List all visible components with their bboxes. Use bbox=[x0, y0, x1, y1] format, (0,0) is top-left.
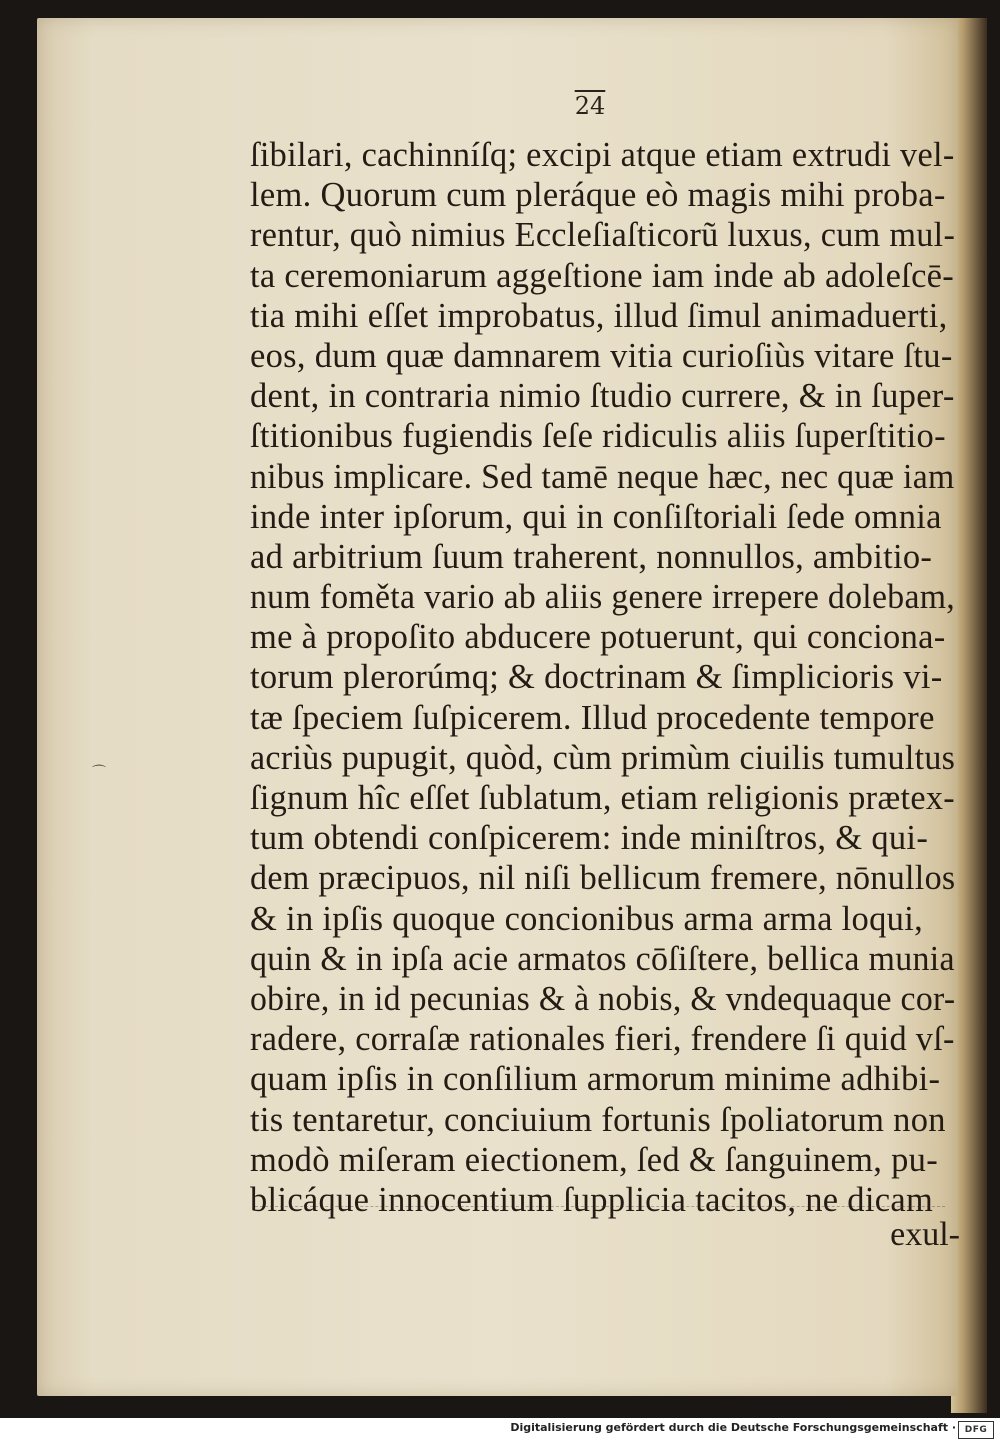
text-line: dent, in contraria nimio ſtudio currere, & in ſuper- bbox=[250, 377, 955, 416]
text-line: eos, dum quæ damnarem vitia curioſiùs vitare ſtu- bbox=[250, 336, 953, 375]
text-line: ta ceremoniarum aggeſtione iam inde ab adoleſcē- bbox=[250, 256, 955, 295]
dfg-logo-icon bbox=[958, 1421, 994, 1439]
text-line: quin & in ipſa acie armatos cōſiſtere, bellica munia bbox=[250, 939, 955, 978]
text-line: inde inter ipſorum, qui in conſiſtoriali ſede omnia bbox=[250, 497, 942, 536]
text-line: tis tentaretur, conciuium fortunis ſpoliatorum non bbox=[250, 1100, 946, 1139]
text-line: tum obtendi conſpicerem: inde miniſtros, & qui- bbox=[250, 819, 929, 858]
catchword: exul- bbox=[890, 1216, 960, 1253]
text-line: tia mihi eſſet improbatus, illud ſimul animaduerti, bbox=[250, 296, 948, 335]
bottom-rule bbox=[255, 1206, 945, 1207]
text-line: ſignum hîc eſſet ſublatum, etiam religionis prætex- bbox=[250, 779, 955, 817]
text-line: torum plerorúmq; & doctrinam & ſimplicioris vi- bbox=[250, 658, 943, 697]
text-line: lem. Quorum cum pleráque eò magis mihi proba- bbox=[250, 176, 946, 215]
text-block bbox=[250, 135, 960, 1220]
dfg-logo-text: DFG bbox=[964, 1425, 988, 1435]
text-line: quam ipſis in conſilium armorum minime adhibi- bbox=[250, 1060, 941, 1099]
text-line: ad arbitrium ſuum traherent, nonnullos, ambitio- bbox=[250, 537, 933, 576]
margin-mark: ⌒ bbox=[92, 765, 106, 781]
text-line: num foměta vario ab aliis genere irrepere dolebam, bbox=[250, 578, 956, 617]
text-line: ſibilari, cachinníſq; excipi atque etiam extrudi vel- bbox=[250, 136, 955, 174]
text-line: tæ ſpeciem ſuſpicerem. Illud procedente tempore bbox=[250, 698, 935, 737]
text-line: acriùs pupugit, quòd, cùm primùm ciuilis tumultus bbox=[250, 738, 956, 777]
text-line: dem præcipuos, nil niſi bellicum fremere, nōnullos bbox=[250, 859, 956, 898]
text-line: radere, corraſæ rationales fieri, frendere ſi quid vſ- bbox=[250, 1020, 955, 1059]
text-line: modò miſeram eiectionem, ſed & ſanguinem, pu- bbox=[250, 1140, 938, 1179]
text-line: nibus implicare. Sed tamē neque hæc, nec quæ iam bbox=[250, 457, 955, 496]
text-line: obire, in id pecunias & à nobis, & vndequaque cor- bbox=[250, 979, 956, 1018]
text-line: me à propoſito abducere potuerunt, qui conciona- bbox=[250, 618, 946, 657]
page-number: 24 bbox=[574, 92, 606, 120]
text-line: ſtitionibus fugiendis ſeſe ridiculis aliis ſuperſtitio- bbox=[250, 417, 946, 456]
footer-credit: Digitalisierung gefördert durch die Deutsche Forschungsgemeinschaft · bbox=[510, 1421, 956, 1434]
text-line: rentur, quò nimius Eccleſiaſticorũ luxus, cum mul- bbox=[250, 216, 956, 255]
text-line: blicáque innocentium ſupplicia tacitos, ne dicam bbox=[250, 1180, 934, 1219]
text-line: & in ipſis quoque concionibus arma arma loqui, bbox=[250, 899, 924, 938]
footer-bar bbox=[0, 1418, 1000, 1441]
